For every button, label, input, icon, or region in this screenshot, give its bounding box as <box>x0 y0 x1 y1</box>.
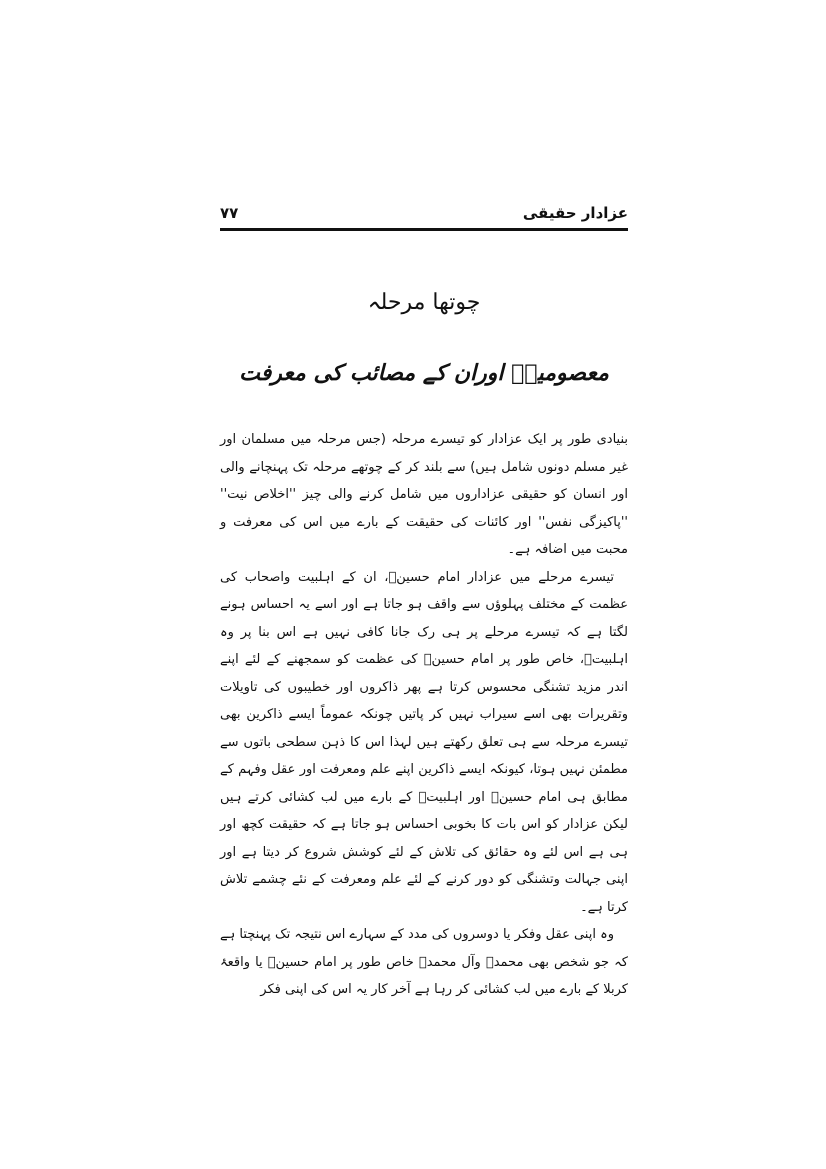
paragraph: بنیادی طور پر ایک عزادار کو تیسرے مرحلہ (جس مرحلہ میں مسلمان اور غیر مسلم دونوں شامل ہیں) سے بلند کر کے چوتھے مرحلہ تک پہنچانے والی اور انسان کو حقیقی عزاداروں میں شامل کرنے والی چیز ''اخلاص نیت'' ''پاکیزگی نفس'' اور کائنات کی حقیقت کے بارے میں اس کی معرفت و محبت میں اضافہ ہے۔ <box>220 432 628 557</box>
body-text <box>220 426 628 1004</box>
chapter-subtitle: معصومینؑ اوران کے مصائب کی معرفت <box>239 360 609 386</box>
header-rule <box>220 228 628 231</box>
running-title: عزادار حقیقی <box>522 204 628 222</box>
chapter-heading: چوتھا مرحلہ <box>367 290 481 315</box>
paragraph: وہ اپنی عقل وفکر یا دوسروں کی مدد کے سہارے اس نتیجہ تک پہنچتا ہے کہ جو شخص بھی محمدؐ وآل محمدؐ خاص طور پر امام حسینؑ یا واقعۂ کربلا کے بارے میں لب کشائی کر رہا ہے آخر کار یہ اس کی اپنی فکر <box>220 927 628 997</box>
page-number: ۷۷ <box>220 204 239 222</box>
page-header <box>220 200 628 230</box>
paragraph: تیسرے مرحلے میں عزادار امام حسینؑ، ان کے اہلبیت واصحاب کی عظمت کے مختلف پہلوؤں سے واقف ہو جاتا ہے اور اسے یہ احساس ہونے لگتا ہے کہ تیسرے مرحلے پر ہی رک جانا کافی نہیں ہے اس بنا پر وہ اہلبیتؑ، خاص طور پر امام حسینؑ کی عظمت کو سمجھنے کے لئے اپنے اندر مزید تشنگی محسوس کرتا ہے پھر ذاکروں اور خطیبوں کی تاویلات وتقریرات بھی اسے سیراب نہیں کر پاتیں چونکہ عموماً ایسے ذاکرین بھی تیسرے مرحلہ سے ہی تعلق رکھتے ہیں لہذا اس کا ذہن سطحی باتوں سے مطمئن نہیں ہوتا، کیونکہ ایسے ذاکرین اپنے علم ومعرفت اور عقل وفہم کے مطابق ہی امام حسینؑ اور اہلبیتؑ کے بارے میں لب کشائی کرتے ہیں لیکن عزادار کو اس بات کا بخوبی احساس ہو جاتا ہے کہ حقیقت کچھ اور ہی ہے اس لئے وہ حقائق کی تلاش کے لئے کوشش شروع کر دیتا ہے اور اپنی جہالت وتشنگی کو دور کرنے کے لئے علم ومعرفت کے نئے چشمے تلاش کرتا ہے۔ <box>220 569 628 915</box>
